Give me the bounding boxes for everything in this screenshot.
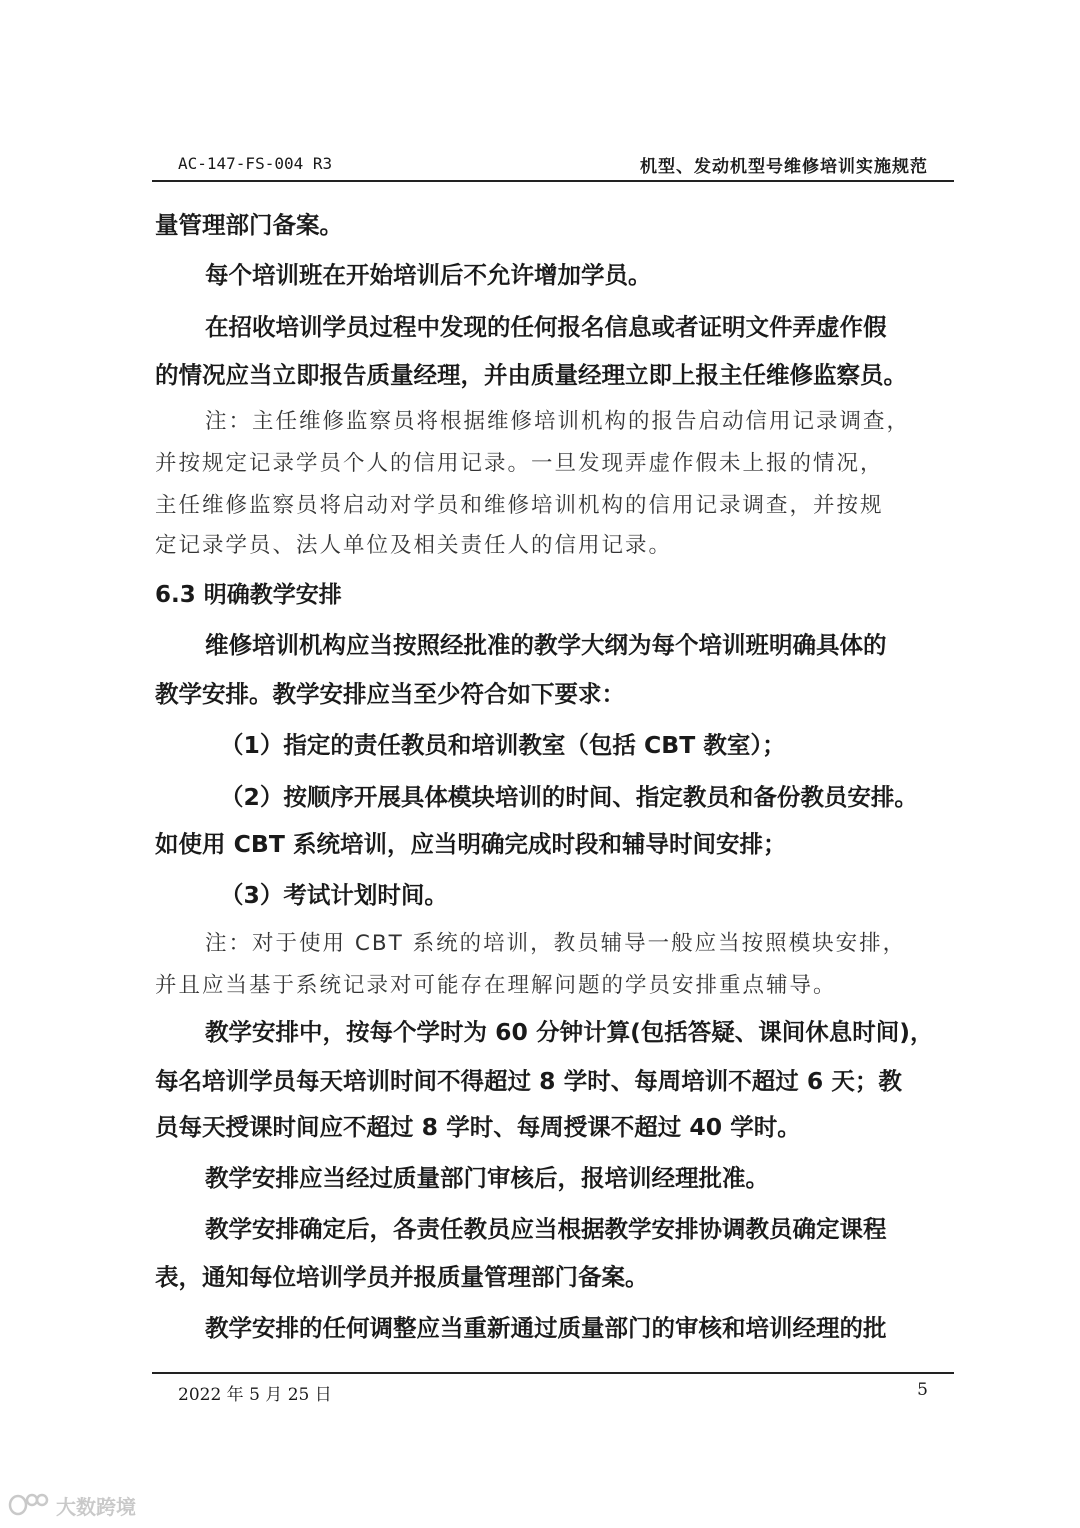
- list-item: （3）考试计划时间。: [220, 881, 448, 909]
- watermark-text: 大数跨境: [56, 1494, 136, 1519]
- note-line: 注：对于使用 CBT 系统的培训，教员辅导一般应当按照模块安排，: [205, 931, 907, 956]
- body-line: 员每天授课时间应不超过 8 学时、每周授课不超过 40 学时。: [155, 1113, 801, 1141]
- note-line: 主任维修监察员将启动对学员和维修培训机构的信用记录调查，并按规: [155, 493, 884, 518]
- note-line: 定记录学员、法人单位及相关责任人的信用记录。: [155, 533, 673, 558]
- watermark: [8, 1490, 136, 1520]
- doc-title: 机型、发动机型号维修培训实施规范: [640, 157, 928, 177]
- body-line: 在招收培训学员过程中发现的任何报名信息或者证明文件弄虚作假: [205, 313, 887, 341]
- body-line: 教学安排应当经过质量部门审核后，报培训经理批准。: [205, 1164, 769, 1192]
- doc-code: AC-147-FS-004 R3: [178, 154, 333, 173]
- section-heading: 6.3 明确教学安排: [155, 582, 342, 608]
- body-line: 如使用 CBT 系统培训，应当明确完成时段和辅导时间安排；: [155, 830, 787, 858]
- body-line: 每个培训班在开始培训后不允许增加学员。: [205, 261, 652, 289]
- body-line: 教学安排确定后，各责任教员应当根据教学安排协调教员确定课程: [205, 1215, 887, 1243]
- body-line: 每名培训学员每天培训时间不得超过 8 学时、每周培训不超过 6 天；教: [155, 1067, 902, 1095]
- page-number: 5: [917, 1380, 928, 1400]
- note-line: 并且应当基于系统记录对可能存在理解问题的学员安排重点辅导。: [155, 973, 837, 998]
- body-line: 量管理部门备案。: [155, 211, 343, 239]
- body-line: 教学安排中，按每个学时为 60 分钟计算(包括答疑、课间休息时间)，: [205, 1018, 934, 1046]
- body-line: 维修培训机构应当按照经批准的教学大纲为每个培训班明确具体的: [205, 631, 887, 659]
- page-header: [152, 150, 954, 182]
- brand-logo-icon: [8, 1492, 50, 1518]
- body-line: 教学安排。教学安排应当至少符合如下要求：: [155, 680, 625, 708]
- list-item: （1）指定的责任教员和培训教室（包括 CBT 教室）；: [220, 731, 786, 759]
- body-line: 的情况应当立即报告质量经理，并由质量经理立即上报主任维修监察员。: [155, 361, 907, 389]
- body-line: 表，通知每位培训学员并报质量管理部门备案。: [155, 1263, 649, 1291]
- footer-date: 2022 年 5 月 25 日: [178, 1385, 332, 1405]
- note-line: 并按规定记录学员个人的信用记录。一旦发现弄虚作假未上报的情况，: [155, 451, 884, 476]
- list-item: （2）按顺序开展具体模块培训的时间、指定教员和备份教员安排。: [220, 783, 918, 811]
- body-line: 教学安排的任何调整应当重新通过质量部门的审核和培训经理的批: [205, 1314, 887, 1342]
- page-footer: [152, 1372, 954, 1404]
- note-line: 注：主任维修监察员将根据维修培训机构的报告启动信用记录调查，: [205, 409, 911, 434]
